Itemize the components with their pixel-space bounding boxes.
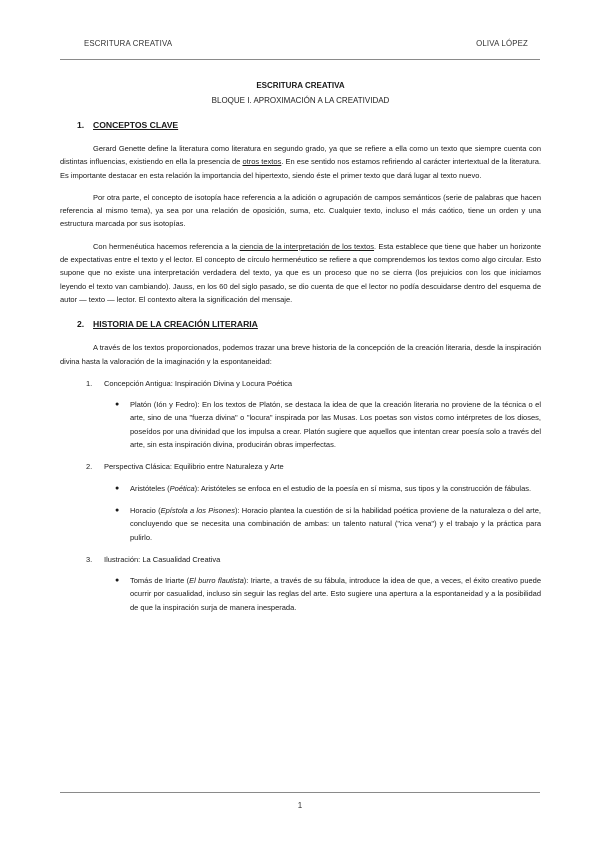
section-title: CONCEPTOS CLAVE xyxy=(93,120,179,130)
document-subtitle: BLOQUE I. APROXIMACIÓN A LA CREATIVIDAD xyxy=(211,96,390,105)
bullet-text xyxy=(130,482,541,495)
paragraph-intro: A través de los textos proporcionados, podemos trazar una breve historia de la concepción de la creación literaria, desde la inspiración divina hasta la valoración de la imaginación y la espontaneidad: xyxy=(60,343,541,366)
paragraph-isotopia: Por otra parte, el concepto de isotopía hace referencia a la adición o agrupación de campos semánticos (serie de palabras que hacen referencia al mismo tema), ya sea por una relación de oposición, suma, etc. Cualquier texto, incluso el más caótico, tiene un orden y una estructura marcada por sus isotopías. xyxy=(60,192,541,229)
footer-divider xyxy=(60,792,540,793)
italic-title: Epístola a los Pisones xyxy=(160,505,235,515)
page-number: 1 xyxy=(297,801,303,810)
list-item-number: 2. xyxy=(86,462,93,472)
section-title: HISTORIA DE LA CREACIÓN LITERARIA xyxy=(93,319,258,330)
bullet-item xyxy=(60,574,541,614)
list-item xyxy=(60,460,541,473)
list-item-number: 1. xyxy=(86,378,93,388)
bullet-text xyxy=(130,398,541,451)
text-run: . En ese sentido nos estamos refiriendo al carácter intertextual de la literatura. Es importante destacar en esta relación la importancia del hipertexto, siendo éste el primer texto que dará lugar al texto nuevo. xyxy=(60,157,541,180)
text-run: ): Aristóteles se enfoca en el estudio de la poesía en sí misma, sus tipos y la construcción de fábulas. xyxy=(194,483,532,493)
text-run: Con hermenéutica hacemos referencia a la xyxy=(93,241,240,251)
bullet-icon: ● xyxy=(115,484,120,492)
text-run: ): Horacio plantea la cuestión de si la habilidad poética proviene de la naturaleza o del arte, concluyendo que se necesita una combinación de ambas: un talento natural ("rica vena") y el trabajo y la práctica para pulirlo. xyxy=(130,505,541,542)
bullet-icon: ● xyxy=(115,401,120,409)
running-header-title: ESCRITURA CREATIVA xyxy=(84,39,173,48)
bullet-text xyxy=(130,504,541,544)
header-divider xyxy=(60,59,540,60)
bullet-icon: ● xyxy=(115,577,120,585)
list-item-label: Perspectiva Clásica: Equilibrio entre Naturaleza y Arte xyxy=(104,462,284,472)
text-run: Gerard Genette define la literatura como literatura en segundo grado, ya que se refiere a ella como un texto que siempre cuenta con distintas influencias, existiendo en ella la presencia de xyxy=(60,144,541,167)
list-item-label: Concepción Antigua: Inspiración Divina y Locura Poética xyxy=(104,378,293,388)
list-item-label: Ilustración: La Casualidad Creativa xyxy=(104,554,221,564)
underlined-term: ciencia de la interpretación de los textos xyxy=(239,241,375,251)
text-run: Platón (Ión y Fedro): En los textos de Platón, se destaca la idea de que la creación literaria no proviene de la técnica o el arte, sino de una "fuerza divina" o "locura" inspirada por las Musas. Los poetas son vistos como intérpretes de los dioses, poseídos por una divinidad que los impulsa a crear. Platón sugiere que aquellos que intentan crear poesía solo a través del arte, sin esta inspiración divina, producirán obras imperfectas. xyxy=(130,400,541,450)
italic-title: Poética xyxy=(169,483,195,493)
running-header-author: OLIVA LÓPEZ xyxy=(476,39,528,48)
list-item xyxy=(60,553,541,566)
section-number: 1. xyxy=(77,120,85,130)
document-title: ESCRITURA CREATIVA xyxy=(256,81,345,90)
bullet-item xyxy=(60,398,541,451)
text-run: Aristóteles ( xyxy=(130,483,170,493)
text-run: Horacio ( xyxy=(130,505,161,515)
bullet-item xyxy=(60,482,541,495)
text-run: Tomás de Iriarte ( xyxy=(130,576,190,586)
page-body xyxy=(60,80,541,623)
section-heading-1 xyxy=(60,119,541,132)
section-number: 2. xyxy=(77,319,85,330)
list-item xyxy=(60,377,541,390)
list-item-number: 3. xyxy=(86,554,93,564)
text-run: . Esta establece que tiene que haber un horizonte de expectativas entre el texto y el lector. El concepto de círculo hermenéutico se refiere a que comprendemos los textos como algo circular. Esto supone que no existe una interpretación verdadera del texto, ya que es un proceso que no se cierra (los prejuicios con los que iniciamos leyendo el texto van cambiando). Jauss, en los 60 del siglo pasado, se dio cuenta de que el lector no podía descuidarse dentro del esquema de autor — texto — lector. El contexto altera la significación del mensaje. xyxy=(60,241,541,304)
bullet-icon: ● xyxy=(115,506,120,514)
bullet-item xyxy=(60,504,541,544)
paragraph-hermeneutica xyxy=(60,240,541,306)
bullet-text xyxy=(130,574,541,614)
underlined-term: otros textos xyxy=(242,157,282,167)
italic-title: El burro flautista xyxy=(189,576,244,586)
text-run: ): Iriarte, a través de su fábula, introduce la idea de que, a veces, el éxito creativo puede ocurrir por casualidad, incluso sin seguir las reglas del arte. Esto sugiere una apertura a la espontaneidad y a la posibilidad de que la inspiración surja de manera inesperada. xyxy=(130,576,542,612)
section-heading-2 xyxy=(60,318,541,331)
paragraph-genette xyxy=(60,142,541,182)
